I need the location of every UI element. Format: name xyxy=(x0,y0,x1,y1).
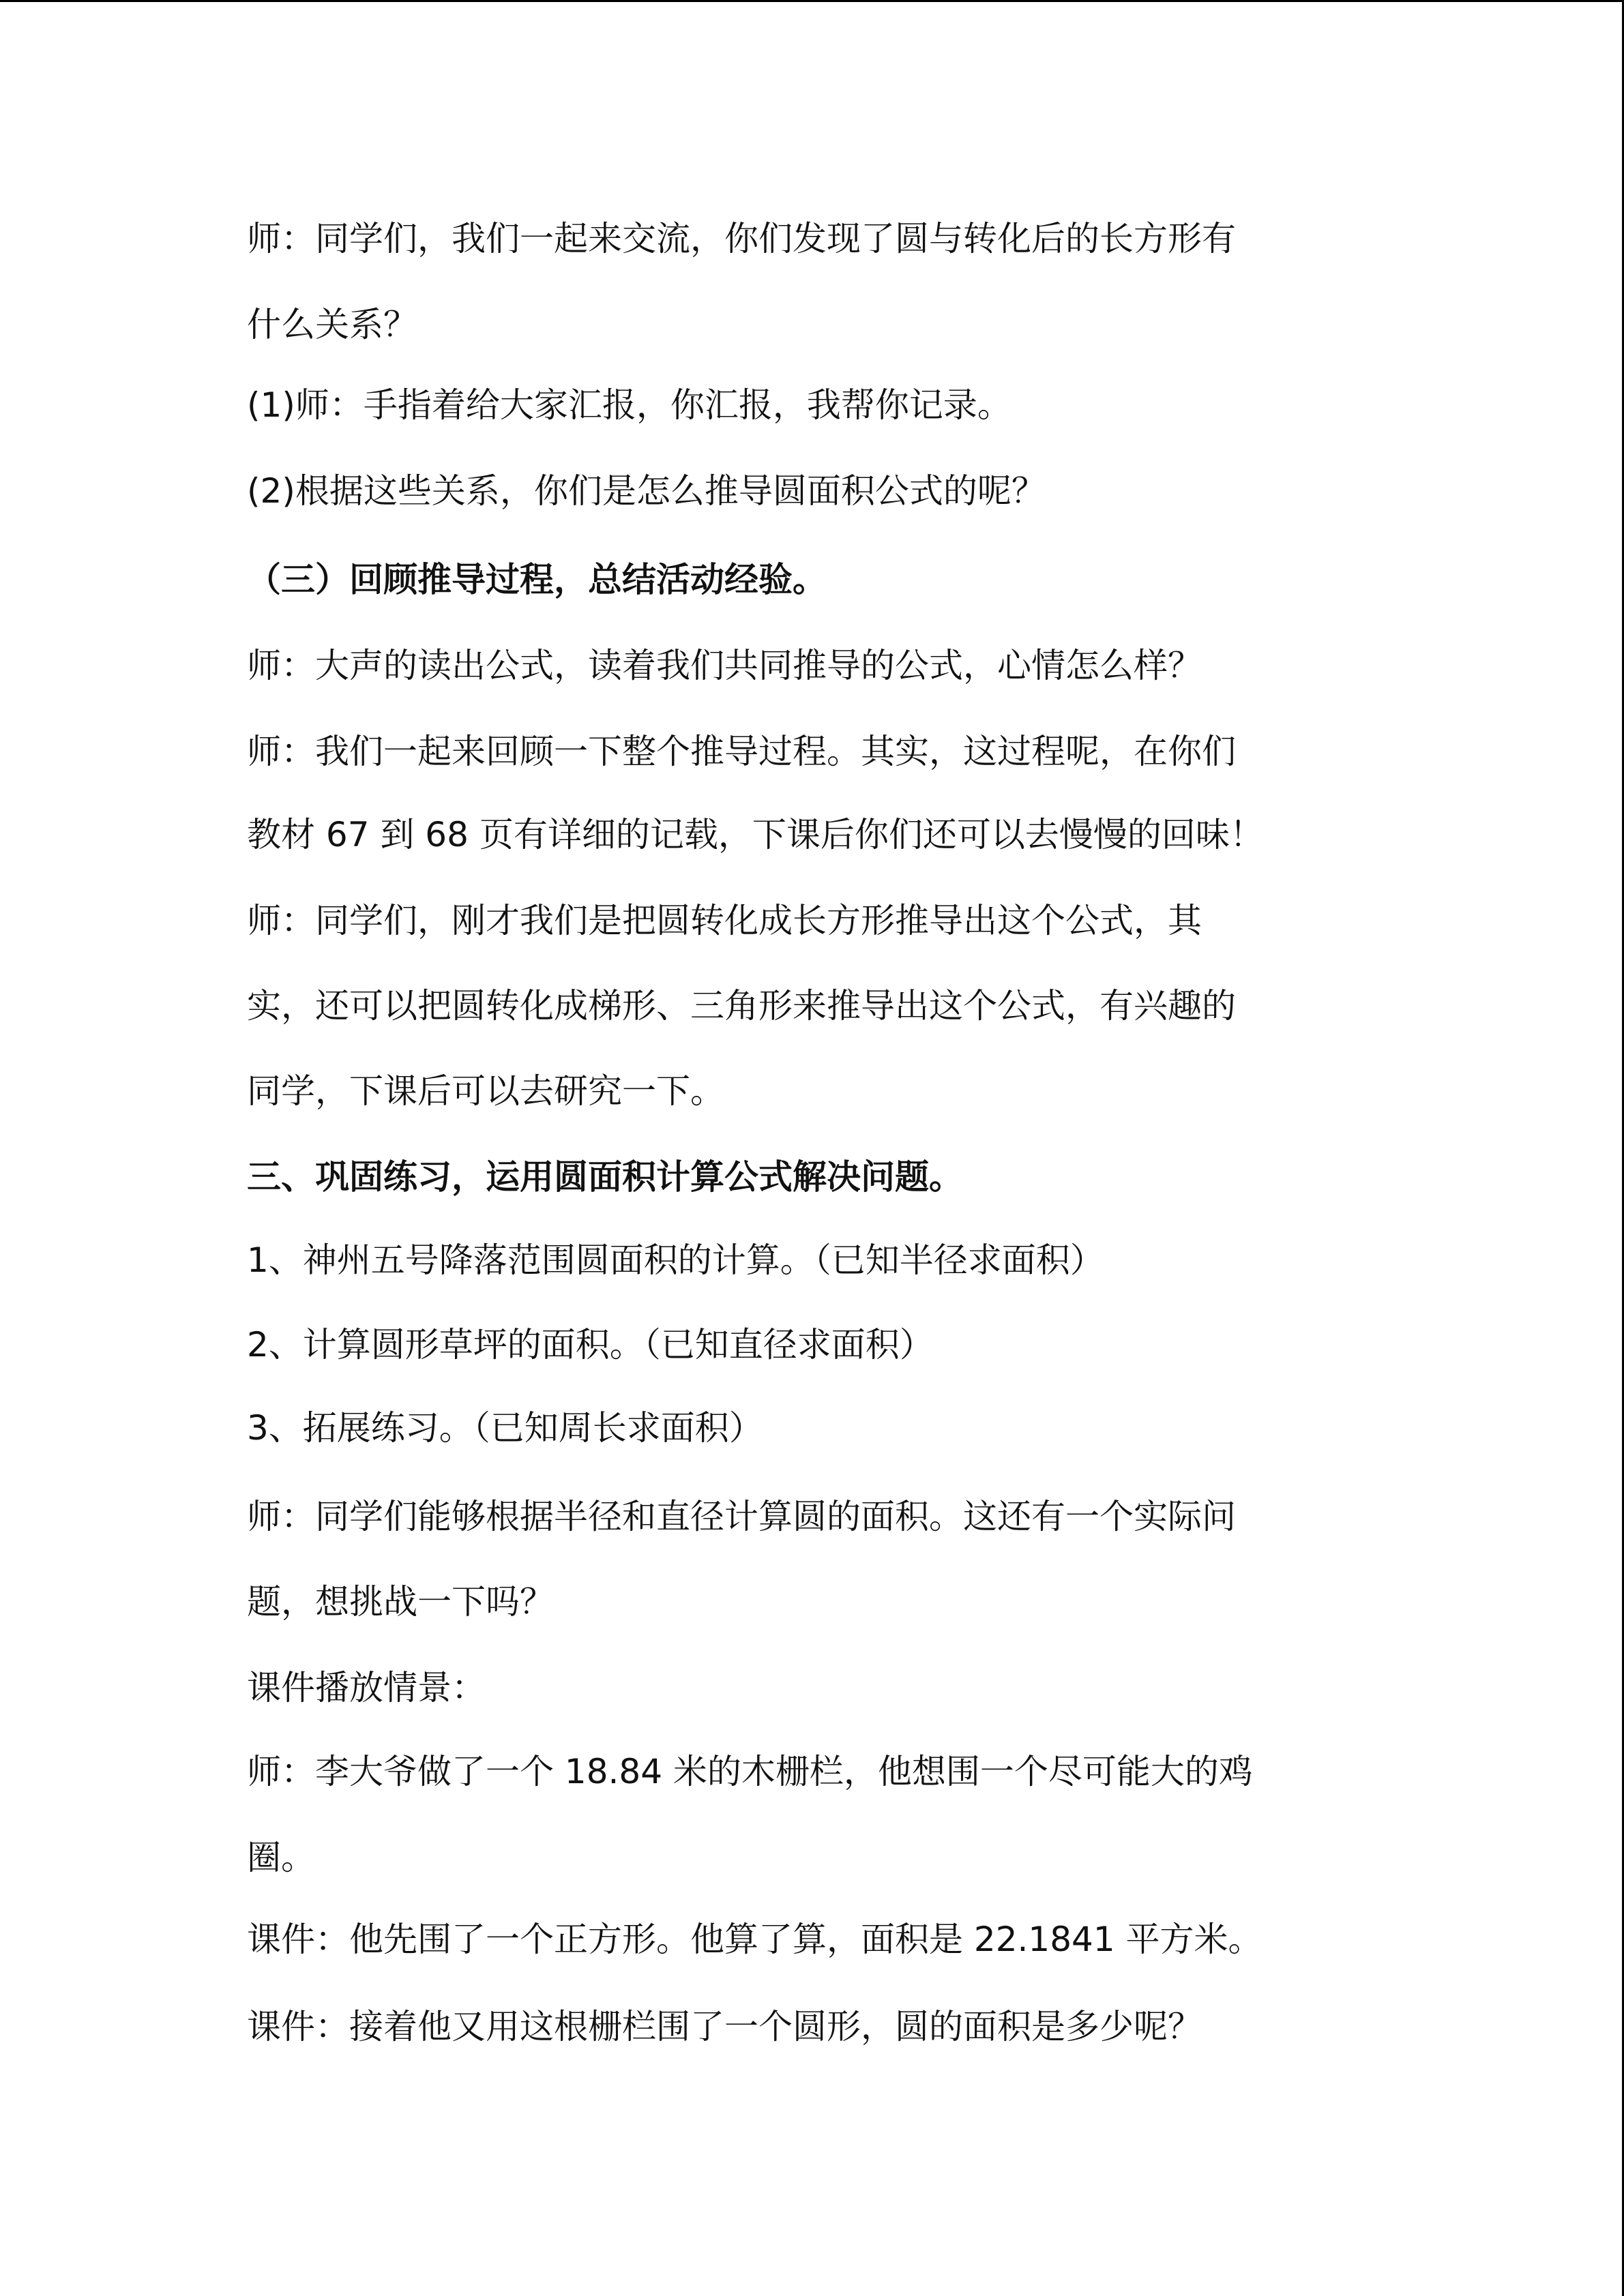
paragraph-line: 课件：他先围了一个正方形。他算了算，面积是 22.1841 平方米。 xyxy=(247,1920,1263,1959)
paragraph-line: 师：同学们，刚才我们是把圆转化成长方形推导出这个公式，其 xyxy=(247,901,1202,940)
list-item: 3、拓展练习。（已知周长求面积） xyxy=(247,1408,763,1448)
list-item: 1、神州五号降落范围圆面积的计算。（已知半径求面积） xyxy=(247,1240,1104,1280)
section-heading: 三、巩固练习，运用圆面积计算公式解决问题。 xyxy=(247,1157,963,1197)
paragraph-line: 师：李大爷做了一个 18.84 米的木栅栏，他想围一个尽可能大的鸡 xyxy=(247,1752,1253,1791)
paragraph-line: 师：我们一起来回顾一下整个推导过程。其实，这过程呢，在你们 xyxy=(247,732,1236,771)
page-border-top xyxy=(0,0,1624,2)
paragraph-line: 教材 67 到 68 页有详细的记载，下课后你们还可以去慢慢的回味！ xyxy=(247,815,1264,854)
paragraph-line: 题，想挑战一下吗？ xyxy=(247,1582,554,1622)
paragraph-line: 课件播放情景： xyxy=(247,1668,486,1708)
paragraph-line: 课件：接着他又用这根栅栏围了一个圆形，圆的面积是多少呢？ xyxy=(247,2007,1202,2046)
paragraph-line: 师：同学们能够根据半径和直径计算圆的面积。这还有一个实际问 xyxy=(247,1497,1236,1536)
paragraph-line: 师：大声的读出公式，读着我们共同推导的公式，心情怎么样？ xyxy=(247,646,1202,685)
paragraph-line: 实，还可以把圆转化成梯形、三角形来推导出这个公式，有兴趣的 xyxy=(247,986,1236,1026)
list-item: 2、计算圆形草坪的面积。（已知直径求面积） xyxy=(247,1325,934,1365)
paragraph-line: 什么关系？ xyxy=(247,305,417,344)
paragraph-line: 圈。 xyxy=(247,1838,315,1877)
paragraph-line: 同学，下课后可以去研究一下。 xyxy=(247,1071,724,1111)
paragraph-line: (2)根据这些关系，你们是怎么推导圆面积公式的呢？ xyxy=(247,471,1046,511)
paragraph-line: 师：同学们，我们一起来交流，你们发现了圆与转化后的长方形有 xyxy=(247,219,1236,258)
section-heading: （三）回顾推导过程，总结活动经验。 xyxy=(247,560,827,599)
paragraph-line: (1)师：手指着给大家汇报，你汇报，我帮你记录。 xyxy=(247,385,1012,425)
